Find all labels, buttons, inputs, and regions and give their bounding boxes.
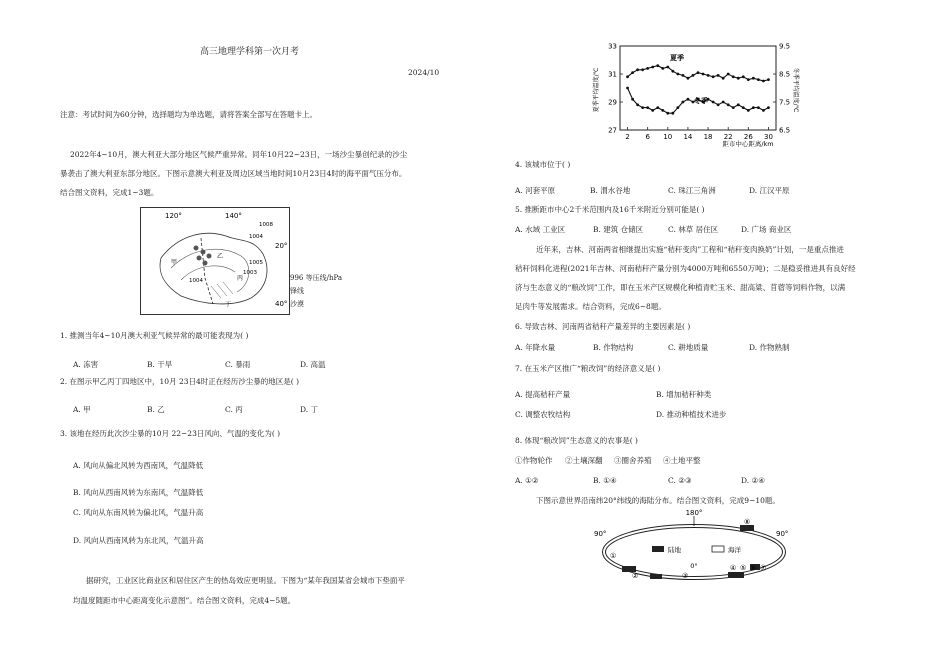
y-right-tick-label: 9.5 — [779, 42, 791, 51]
q2-option-a[interactable]: A. 甲 — [73, 405, 91, 414]
marker-2: ② — [632, 572, 639, 580]
y-left-tick-label: 29 — [608, 98, 617, 107]
data-point — [702, 73, 705, 76]
place-jia: 甲 — [171, 259, 178, 266]
q8-item-2: ②土壤深翻 — [565, 456, 603, 465]
marker-5: ⑤ — [740, 564, 747, 572]
data-point — [666, 66, 669, 69]
isobar-label: 1004 — [189, 278, 203, 284]
y-left-tick-label: 31 — [608, 70, 617, 79]
data-point — [707, 74, 710, 77]
data-point — [727, 103, 730, 106]
marker-6: ⑥ — [750, 564, 757, 572]
data-point — [697, 71, 700, 74]
q3-option-b[interactable]: B. 风向从西南风转为东南风，气温降低 — [73, 488, 204, 497]
data-point — [641, 106, 644, 109]
marker-1: ① — [610, 552, 617, 560]
y-left-tick-label: 33 — [608, 42, 617, 51]
q7-option-a[interactable]: A. 提高秸秆产量 — [515, 390, 571, 399]
lon-140: 140° — [225, 212, 242, 220]
q3-option-c[interactable]: C. 风向从东南风转为偏北风，气温升高 — [73, 508, 204, 517]
series-label-winter: 冬季 — [694, 97, 708, 105]
q8-item-1: ①作物轮作 — [515, 456, 553, 465]
x-tick-label: 6 — [645, 133, 650, 141]
y-right-tick-label: 6.5 — [779, 126, 791, 135]
isobar-label: 1005 — [249, 260, 263, 266]
label-90-right: 90° — [776, 530, 789, 538]
data-point — [687, 98, 690, 101]
data-point — [732, 106, 735, 109]
q5-option-c[interactable]: C. 林草 居住区 — [668, 225, 719, 234]
y-left-label: 夏季平均温度/℃ — [593, 67, 600, 113]
intro-3-line-4: 足肉牛等发展需求。结合资料，完成6~8题。 — [515, 302, 666, 311]
intro-1-line-1: 2022年4~10月，澳大利亚大部分地区气候严重异常。同年10月22~23日，一场沙尘暴创纪录的沙尘 — [70, 150, 408, 159]
q2-option-b[interactable]: B. 乙 — [147, 405, 165, 414]
data-point — [666, 112, 669, 115]
lat-20: 20° — [275, 242, 288, 250]
q3-option-a[interactable]: A. 风向从偏北风转为西南风，气温降低 — [73, 461, 204, 470]
y-left-tick-label: 27 — [608, 126, 617, 135]
q3-option-d[interactable]: D. 风向从西南风转为东北风，气温升高 — [73, 536, 204, 545]
x-tick-label: 10 — [663, 133, 673, 141]
intro-1-line-2: 暴袭击了澳大利亚东部分地区。下图示意澳大利亚及周边区域当地时间10月23日4时的海平面气压分布。 — [60, 169, 407, 178]
isobar-label: 1008 — [259, 222, 273, 228]
label-0: 0° — [690, 562, 698, 570]
q2-option-d[interactable]: D. 丁 — [300, 405, 319, 414]
data-point — [752, 77, 755, 80]
q7-option-d[interactable]: D. 推动种植技术进步 — [656, 410, 727, 419]
intro-3-line-3: 济与生态意义的“粮改饲”工作，即在玉米产区规模化种植青贮玉米、甜高粱、苜蓿等饲料作物，以满 — [515, 283, 846, 292]
data-point — [742, 75, 745, 78]
q6-option-c[interactable]: C. 耕地质量 — [668, 343, 709, 352]
data-point — [682, 101, 685, 104]
data-point — [722, 77, 725, 80]
x-tick-label: 30 — [763, 133, 773, 141]
y-right-label: 冬季平均温度/℃ — [792, 67, 799, 113]
q4-option-b[interactable]: B. 渭水谷地 — [590, 186, 631, 195]
intro-2-line-1: 据研究，工业区比商业区和居住区产生的热岛效应更明显。下图为“某年我国某省会城市下垫面平 — [86, 576, 405, 585]
q1-option-a[interactable]: A. 冻害 — [73, 360, 99, 369]
data-point — [712, 75, 715, 78]
place-bing: 丙 — [237, 275, 244, 282]
x-tick-label: 18 — [703, 133, 713, 141]
data-point — [767, 106, 770, 109]
q1-option-b[interactable]: B. 干旱 — [147, 360, 173, 369]
data-point — [651, 109, 654, 112]
q8-item-3: ③圈舍养殖 — [614, 456, 652, 465]
data-point — [676, 106, 679, 109]
y-right-tick-label: 8.5 — [779, 70, 791, 79]
intro-3-line-2: 秸秆饲料化进程(2021年吉林、河南秸秆产量分别为4000万吨和6550万吨)；二是稳妥推进具有良好经 — [515, 264, 856, 273]
q2-option-c[interactable]: C. 丙 — [225, 405, 243, 414]
data-point — [626, 87, 629, 90]
temperature-chart-svg — [588, 38, 800, 156]
latitude-ring — [590, 506, 800, 592]
legend-ocean: 海洋 — [728, 546, 741, 554]
label-180: 180° — [685, 509, 703, 517]
pressure-map-figure — [140, 207, 290, 315]
data-point — [747, 78, 750, 81]
legend-front: 锋线 — [290, 287, 304, 295]
data-point — [676, 73, 679, 76]
marker-8: ⑧ — [744, 518, 751, 526]
q7-option-b[interactable]: B. 增加秸秆种类 — [656, 390, 712, 399]
q2-stem: 2. 在图示甲乙丙丁四地区中，10月 23日4时正在经历沙尘暴的地区是( ) — [60, 377, 300, 386]
data-point — [661, 67, 664, 70]
q5-stem: 5. 推断距市中心2千米范围内及16千米附近分别可能是( ) — [515, 205, 705, 214]
data-point — [661, 109, 664, 112]
x-axis-label: 距市中心距离/km — [722, 140, 774, 148]
data-point — [687, 77, 690, 80]
data-point — [722, 101, 725, 104]
data-point — [762, 80, 765, 83]
data-point — [757, 106, 760, 109]
temperature-chart — [588, 38, 800, 156]
data-point — [651, 66, 654, 69]
marker-7: ⑦ — [760, 564, 767, 572]
q8-option-c[interactable]: C. ②③ — [668, 476, 692, 485]
legend-desert: 沙漠 — [290, 300, 304, 308]
q4-option-a[interactable]: A. 河套平原 — [515, 186, 556, 195]
date: 2024/10 — [408, 68, 440, 77]
fig1-legend — [290, 272, 342, 311]
data-point — [631, 71, 634, 74]
x-tick-label: 22 — [723, 133, 733, 141]
lon-120: 120° — [165, 212, 182, 220]
q4-option-c[interactable]: C. 珠江三角洲 — [668, 186, 716, 195]
q8-item-4: ④土地平整 — [663, 456, 701, 465]
data-point — [747, 109, 750, 112]
q4-stem: 4. 该城市位于( ) — [515, 160, 571, 169]
intro-2-line-2: 均温度随距市中心距离变化示意图”。结合图文资料，完成4~5题。 — [73, 596, 296, 605]
data-point — [671, 70, 674, 73]
data-point — [727, 73, 730, 76]
q1-option-c[interactable]: C. 暴雨 — [225, 360, 251, 369]
data-point — [626, 75, 629, 78]
data-point — [712, 101, 715, 104]
lat-40: 40° — [275, 300, 288, 308]
data-point — [692, 74, 695, 77]
intro-3-line-1: 近年来，吉林、河南两省相继提出实施“秸秆变肉”工程和“秸秆变肉换奶”计划，一是重点推进 — [536, 245, 844, 254]
q6-option-b[interactable]: B. 作物结构 — [593, 343, 634, 352]
data-point — [737, 77, 740, 80]
legend-isobar: 996 等压线/hPa — [290, 274, 343, 282]
data-point — [762, 109, 765, 112]
data-point — [742, 106, 745, 109]
q7-stem: 7. 在玉米产区推广“粮改饲”的经济意义是( ) — [515, 364, 661, 373]
page-title: 高三地理学科第一次月考 — [200, 47, 300, 57]
data-point — [671, 112, 674, 115]
data-point — [767, 78, 770, 81]
q6-option-a[interactable]: A. 年降水量 — [515, 343, 556, 352]
q3-stem: 3. 该地在经历此次沙尘暴的10月 22~23日风向、气温的变化为( ) — [60, 429, 281, 438]
data-point — [636, 68, 639, 71]
q8-option-a[interactable]: A. ①② — [515, 476, 539, 485]
label-90-left: 90° — [594, 530, 607, 538]
q5-option-d[interactable]: D. 广场 商业区 — [741, 225, 792, 234]
data-point — [656, 106, 659, 109]
latitude-ring-figure — [590, 506, 800, 592]
q1-stem: 1. 推测当年4~10月澳大利亚气候异常的最可能表现为( ) — [60, 331, 249, 340]
q6-option-d[interactable]: D. 作物熟制 — [749, 343, 790, 352]
q1-option-d[interactable]: D. 高温 — [300, 360, 326, 369]
q5-option-a[interactable]: A. 水域 工业区 — [515, 225, 566, 234]
data-point — [646, 106, 649, 109]
data-point — [752, 106, 755, 109]
data-point — [757, 78, 760, 81]
data-point — [732, 75, 735, 78]
data-point — [631, 98, 634, 101]
series-label-summer: 夏季 — [670, 54, 684, 62]
intro-4: 下图示意世界沿南纬20°纬线的海陆分布。结合图文资料，完成9~10题。 — [536, 496, 780, 505]
legend-land: 陆地 — [668, 546, 681, 554]
x-tick-label: 26 — [743, 133, 753, 141]
q5-option-b[interactable]: B. 建筑 仓储区 — [593, 225, 644, 234]
pressure-map — [141, 208, 289, 314]
data-point — [717, 74, 720, 77]
data-point — [717, 103, 720, 106]
isobar-label: 1004 — [249, 234, 263, 240]
marker-4: ④ — [730, 564, 737, 572]
y-right-tick-label: 7.5 — [779, 98, 791, 107]
place-ding: 丁 — [225, 301, 232, 308]
data-point — [636, 103, 639, 106]
x-tick-label: 14 — [683, 133, 693, 141]
data-point — [682, 74, 685, 77]
data-point — [737, 103, 740, 106]
notice: 注意：考试时间为60分钟，选择题均为单选题，请将答案全部写在答题卡上。 — [60, 110, 318, 119]
q8-option-b[interactable]: B. ①④ — [593, 476, 617, 485]
q7-option-c[interactable]: C. 调整农牧结构 — [515, 410, 571, 419]
data-point — [641, 68, 644, 71]
q8-stem: 8. 体现“粮改饲”生态意义的农事是( ) — [515, 436, 638, 445]
x-tick-label: 2 — [625, 133, 630, 141]
q6-stem: 6. 导致吉林、河南两省秸秆产量差异的主要因素是( ) — [515, 322, 691, 331]
data-point — [656, 64, 659, 67]
place-yi: 乙 — [217, 253, 224, 260]
intro-1-line-3: 结合图文资料，完成1~3题。 — [60, 188, 159, 197]
marker-3: ③ — [682, 572, 689, 580]
data-point — [646, 67, 649, 70]
q8-option-d[interactable]: D. ②④ — [741, 476, 765, 485]
isobar-label: 1003 — [243, 270, 257, 276]
q4-option-d[interactable]: D. 江汉平原 — [749, 186, 790, 195]
